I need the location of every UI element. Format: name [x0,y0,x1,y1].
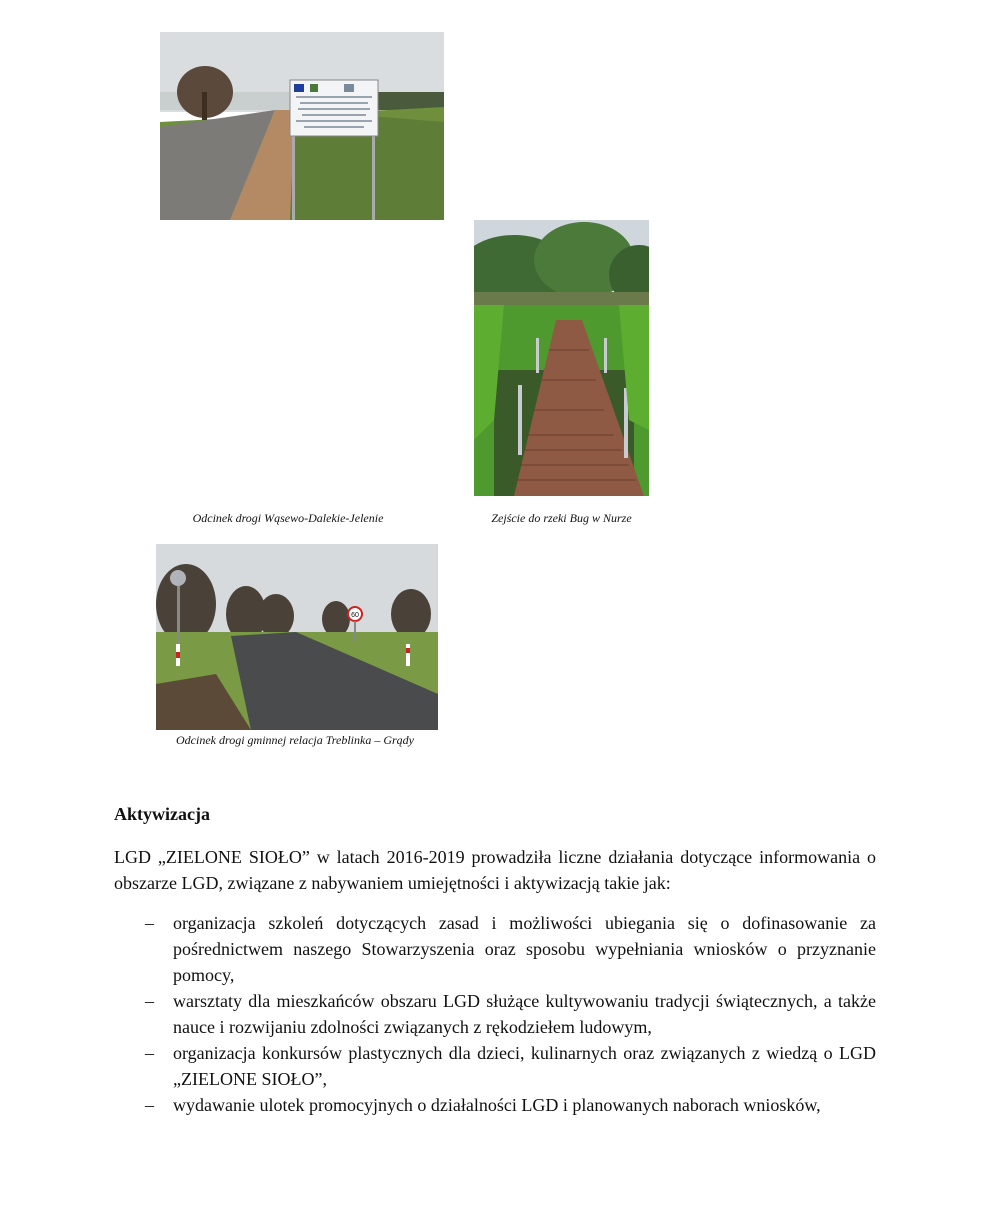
speed-limit-sign: 60 [351,612,359,619]
dash-bullet: – [145,1043,154,1063]
list-item-text: wydawanie ulotek promocyjnych o działalności LGD i planowanych naborach wniosków, [173,1095,821,1115]
dash-bullet: – [145,991,154,1011]
dash-bullet: – [145,913,154,933]
dash-bullet: – [145,1095,154,1115]
photo-road-wasewo [160,32,444,220]
caption-road-wasewo: Odcinek drogi Wąsewo-Dalekie-Jelenie [192,511,384,525]
list-item [114,910,876,988]
activity-list [114,910,876,1118]
list-item [114,988,876,1040]
list-item-text: organizacja szkoleń dotyczących zasad i możliwości ubiegania się o dofinasowanie za pośrednictwem naszego Stowarzyszenia oraz sposobu wypełniania wniosków o przyznanie pomocy, [173,913,876,985]
list-item [114,1040,876,1092]
section-intro: LGD „ZIELONE SIOŁO” w latach 2016-2019 prowadziła liczne działania dotyczące informowania o obszarze LGD, związane z nabywaniem umiejętności i aktywizacją takie jak: [114,847,876,893]
list-item [114,1092,876,1118]
list-item-text: warsztaty dla mieszkańców obszaru LGD służące kultywowaniu tradycji świątecznych, a także nauce i rozwijaniu zdolności związanych z rękodziełem ludowym, [173,991,876,1037]
section-heading: Aktywizacja [114,804,210,824]
list-item-text: organizacja konkursów plastycznych dla dzieci, kulinarnych oraz związanych z wiedzą o LGD „ZIELONE SIOŁO”, [173,1043,876,1089]
caption-pier-bug-river: Zejście do rzeki Bug w Nurze [491,511,632,525]
photo-road-treblinka [156,544,438,730]
caption-road-treblinka: Odcinek drogi gminnej relacja Treblinka – Grądy [176,733,414,747]
photo-pier-bug-river [474,220,649,496]
